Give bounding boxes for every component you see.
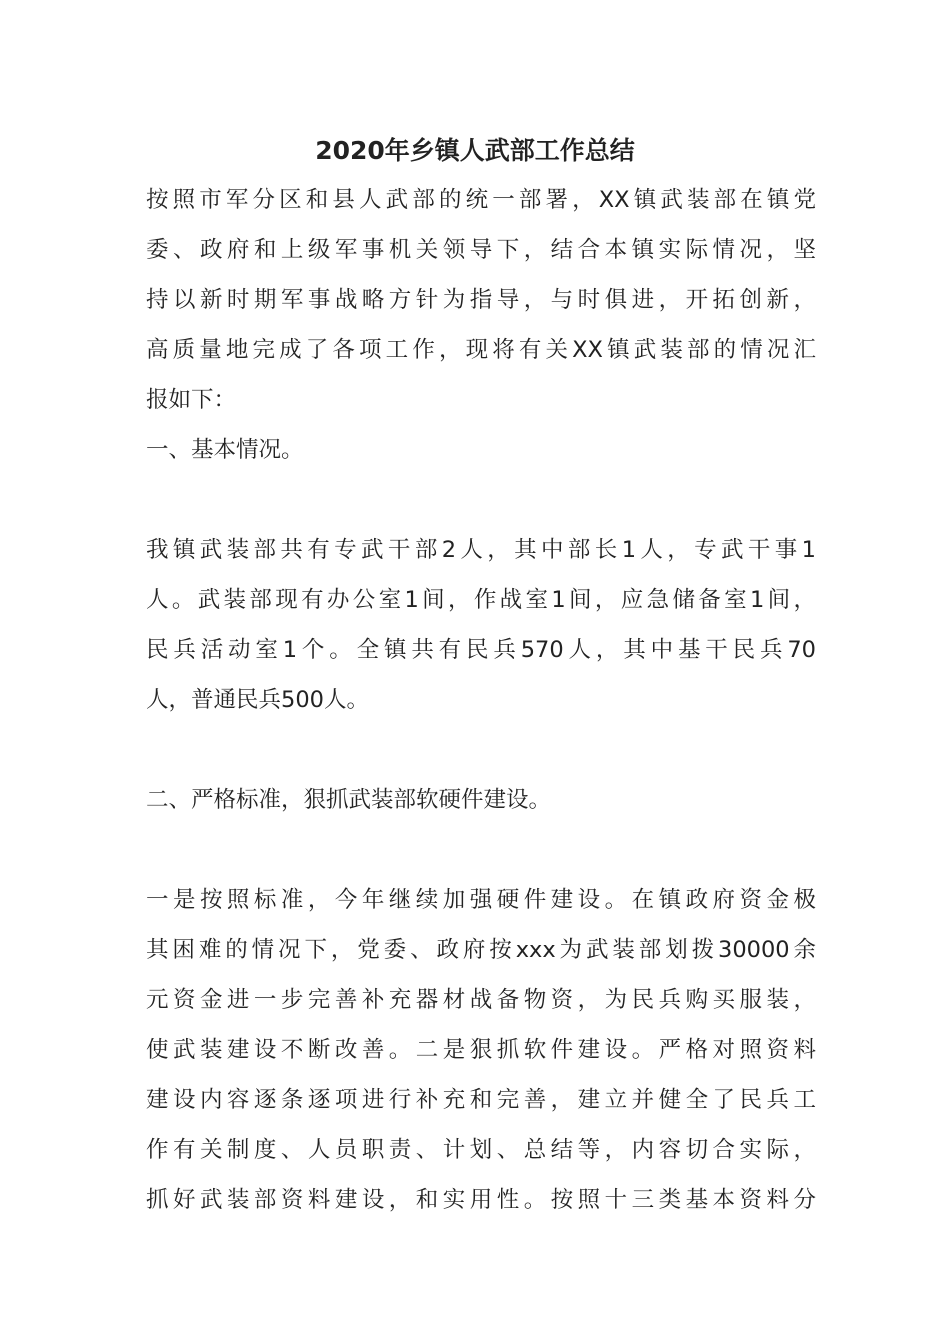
body-line: 按照市军分区和县人武部的统一部署，XX镇武装部在镇党 xyxy=(146,187,816,213)
body-line: 人，普通民兵500人。 xyxy=(146,687,369,713)
body-line: 建设内容逐条逐项进行补充和完善，建立并健全了民兵工 xyxy=(146,1087,816,1113)
body-line: 报如下： xyxy=(146,387,237,413)
body-line: 委、政府和上级军事机关领导下，结合本镇实际情况，坚 xyxy=(146,237,816,263)
section-heading: 一、基本情况。 xyxy=(146,437,304,463)
body-line: 作有关制度、人员职责、计划、总结等，内容切合实际， xyxy=(146,1137,816,1163)
body-line: 我镇武装部共有专武干部2人，其中部长1人，专武干事1 xyxy=(146,537,816,563)
section-heading: 二、严格标准，狠抓武装部软硬件建设。 xyxy=(146,787,552,813)
body-line: 高质量地完成了各项工作，现将有关XX镇武装部的情况汇 xyxy=(146,337,816,363)
body-line: 持以新时期军事战略方针为指导，与时俱进，开拓创新， xyxy=(146,287,816,313)
document-title: 2020年乡镇人武部工作总结 xyxy=(315,136,635,165)
body-line: 抓好武装部资料建设，和实用性。按照十三类基本资料分 xyxy=(146,1187,816,1213)
body-line: 其困难的情况下，党委、政府按xxx为武装部划拨30000余 xyxy=(146,937,816,963)
body-line: 一是按照标准，今年继续加强硬件建设。在镇政府资金极 xyxy=(146,887,816,913)
body-line: 民兵活动室1个。全镇共有民兵570人，其中基干民兵70 xyxy=(146,637,816,663)
body-line: 元资金进一步完善补充器材战备物资，为民兵购买服装， xyxy=(146,987,816,1013)
body-line: 使武装建设不断改善。二是狠抓软件建设。严格对照资料 xyxy=(146,1037,816,1063)
body-line: 人。武装部现有办公室1间，作战室1间，应急储备室1间， xyxy=(146,587,816,613)
